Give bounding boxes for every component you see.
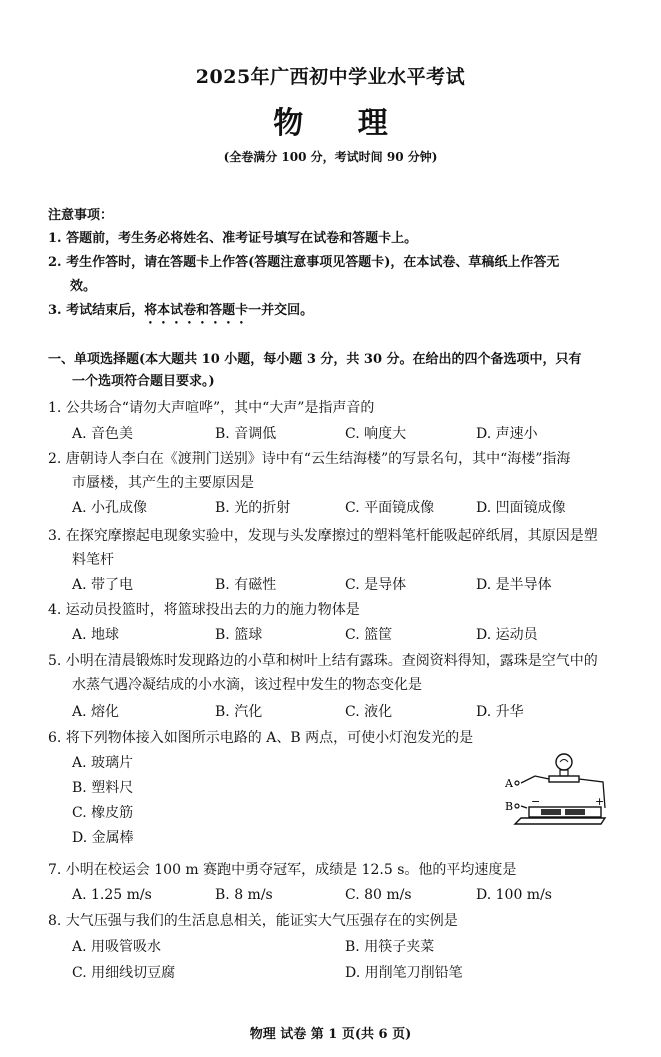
bulb-base: [549, 776, 579, 782]
q8-option-d: D. 用削笔刀削铅笔: [345, 965, 463, 981]
label-plus: +: [595, 795, 605, 808]
q1-option-a: A. 音色美: [72, 426, 134, 442]
exam-title: 2025年广西初中学业水平考试: [195, 66, 466, 88]
subject-title: 物 理: [273, 106, 410, 141]
q2-option-d: D. 凹面镜成像: [476, 500, 566, 516]
q8-option-b: B. 用筷子夹菜: [345, 939, 435, 955]
question-5-stem: 5. 小明在清晨锻炼时发现路边的小草和树叶上结有露珠。查阅资料得知，露珠是空气中的: [48, 653, 598, 669]
question-4-stem: 4. 运动员投篮时，将篮球投出去的力的施力物体是: [48, 602, 360, 618]
q7-option-a: A. 1.25 m/s: [72, 887, 152, 903]
q7-option-c: C. 80 m/s: [345, 887, 412, 903]
wire-b: [521, 806, 527, 808]
question-3-stem: 3. 在探究摩擦起电现象实验中，发现与头发摩擦过的塑料笔杆能吸起碎纸屑，其原因是塑: [48, 528, 598, 544]
q4-option-c: C. 篮筐: [345, 627, 393, 643]
q1-option-d: D. 声速小: [476, 426, 538, 442]
q5-option-a: A. 熔化: [72, 704, 120, 720]
q5-option-b: B. 汽化: [215, 704, 263, 720]
question-7-stem: 7. 小明在校运会 100 m 赛跑中勇夺冠军，成绩是 12.5 s。他的平均速度是: [48, 862, 517, 878]
q2-option-c: C. 平面镜成像: [345, 500, 435, 516]
q2-option-b: B. 光的折射: [215, 500, 291, 516]
battery-board: [515, 818, 605, 824]
q5-option-d: D. 升华: [476, 704, 524, 720]
terminal-b: [515, 804, 519, 808]
q6-option-b: B. 塑料尺: [72, 780, 134, 796]
question-1-stem: 1. 公共场合“请勿大声喧哗”，其中“大声”是指声音的: [48, 400, 375, 416]
bulb-icon: [556, 754, 572, 770]
question-3-stem-cont: 料笔杆: [72, 552, 114, 568]
q3-option-a: A. 带了电: [72, 577, 134, 593]
q4-option-b: B. 篮球: [215, 627, 263, 643]
q1-option-b: B. 音调低: [215, 426, 277, 442]
notice-item-2-cont: 效。: [70, 279, 97, 294]
q6-option-a: A. 玻璃片: [72, 755, 134, 771]
q6-option-c: C. 橡皮筋: [72, 805, 134, 821]
notice-item-3: 3. 考试结束后，将本试卷和答题卡一并交回。: [48, 303, 314, 318]
q4-option-d: D. 运动员: [476, 627, 538, 643]
q7-option-b: B. 8 m/s: [215, 887, 273, 903]
q2-option-a: A. 小孔成像: [72, 500, 148, 516]
question-2-stem-cont: 市蜃楼，其产生的主要原因是: [72, 475, 254, 491]
q1-option-c: C. 响度大: [345, 426, 407, 442]
wire-a: [521, 776, 549, 783]
q8-option-a: A. 用吸管吸水: [72, 939, 162, 955]
notice-item-1: 1. 答题前，考生务必将姓名、准考证号填写在试卷和答题卡上。: [48, 231, 418, 246]
page-footer: 物理 试卷 第 1 页(共 6 页): [249, 1027, 412, 1042]
label-b: B: [505, 800, 514, 813]
bulb-filament: [560, 760, 568, 763]
q8-option-c: C. 用细线切豆腐: [72, 965, 176, 981]
q5-option-c: C. 液化: [345, 704, 393, 720]
battery-cell-1: [541, 809, 561, 815]
q7-option-d: D. 100 m/s: [476, 887, 552, 903]
section-heading-cont: 一个选项符合题目要求。): [72, 374, 215, 389]
label-a: A: [505, 777, 513, 790]
circuit-diagram: [505, 750, 615, 832]
terminal-a: [515, 781, 519, 785]
q3-option-c: C. 是导体: [345, 577, 407, 593]
q4-option-a: A. 地球: [72, 627, 120, 643]
label-minus: −: [531, 795, 541, 808]
battery-cell-2: [565, 809, 585, 815]
notice-heading: 注意事项：: [48, 208, 114, 223]
q6-option-d: D. 金属棒: [72, 830, 134, 846]
bulb-socket: [560, 770, 568, 776]
q3-option-b: B. 有磁性: [215, 577, 277, 593]
q3-option-d: D. 是半导体: [476, 577, 552, 593]
question-6-stem: 6. 将下列物体接入如图所示电路的 A、B 两点，可使小灯泡发光的是: [48, 730, 474, 746]
question-2-stem: 2. 唐朝诗人李白在《渡荆门送别》诗中有“云生结海楼”的写景名句，其中“海楼”指海: [48, 451, 571, 467]
section-heading: 一、单项选择题(本大题共 10 小题，每小题 3 分，共 30 分。在给出的四个备选项中，只有: [48, 352, 582, 367]
notice-item-2: 2. 考生作答时，请在答题卡上作答(答题注意事项见答题卡)，在本试卷、草稿纸上作答无: [48, 255, 560, 270]
question-5-stem-cont: 水蒸气遇冷凝结成的小水滴，该过程中发生的物态变化是: [72, 677, 422, 693]
question-8-stem: 8. 大气压强与我们的生活息息相关，能证实大气压强存在的实例是: [48, 913, 458, 929]
score-note: (全卷满分 100 分，考试时间 90 分钟): [223, 150, 438, 164]
